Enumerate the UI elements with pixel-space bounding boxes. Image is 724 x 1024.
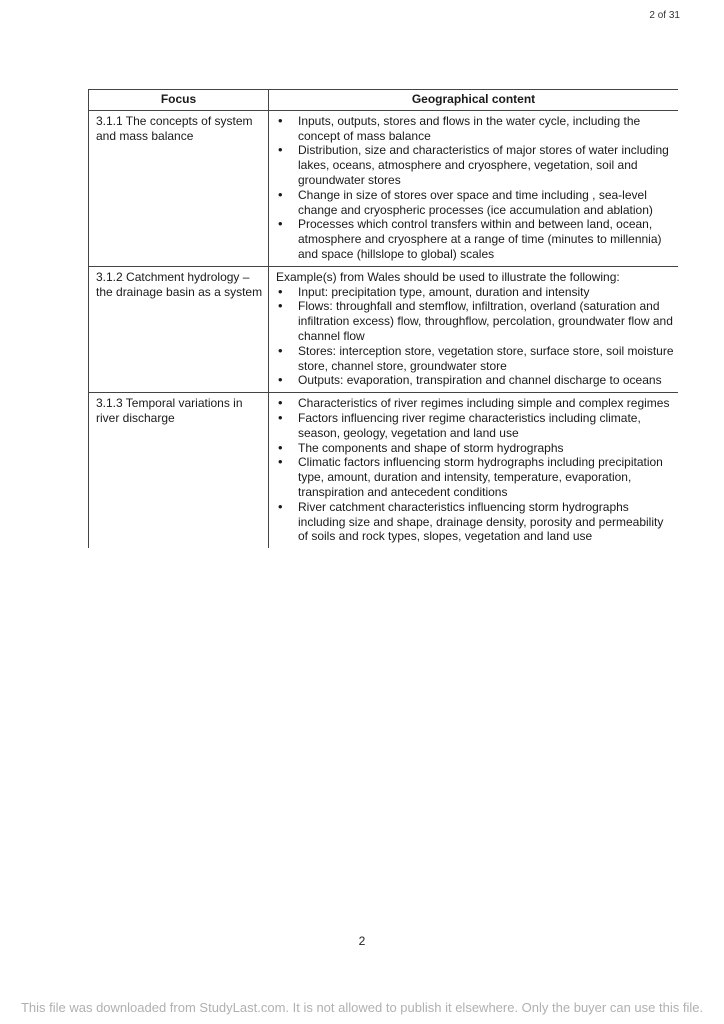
list-item: • Factors influencing river regime characteristics including climate, season, geology, vegetation and land use: [276, 411, 674, 441]
focus-cell: 3.1.3 Temporal variations in river discharge: [89, 393, 269, 548]
list-item: • Input: precipitation type, amount, duration and intensity: [276, 285, 674, 300]
list-item: • Outputs: evaporation, transpiration and channel discharge to oceans: [276, 373, 674, 388]
list-item: • Characteristics of river regimes including simple and complex regimes: [276, 396, 674, 411]
list-item: • Climatic factors influencing storm hydrographs including precipitation type, amount, duration and intensity, temperature, evaporation, transpiration and antecedent conditions: [276, 455, 674, 499]
table-row: [89, 393, 679, 548]
list-item: • River catchment characteristics influencing storm hydrographs including size and shape, drainage density, porosity and permeability of soils and rock types, slopes, vegetation and land use: [276, 500, 674, 544]
content-cell: [269, 393, 679, 548]
focus-header: Focus: [89, 90, 269, 111]
bullet-list: [276, 285, 674, 389]
focus-cell: 3.1.2 Catchment hydrology – the drainage basin as a system: [89, 266, 269, 392]
list-item: • The components and shape of storm hydrographs: [276, 441, 674, 456]
list-item: • Change in size of stores over space and time including , sea-level change and cryospheric processes (ice accumulation and ablation): [276, 188, 674, 218]
specification-table: [88, 89, 678, 548]
list-item: • Stores: interception store, vegetation store, surface store, soil moisture store, channel store, groundwater store: [276, 344, 674, 374]
list-item: • Flows: throughfall and stemflow, infiltration, overland (saturation and infiltration excess) flow, throughflow, percolation, groundwater flow and channel flow: [276, 299, 674, 343]
table-header-row: [89, 90, 679, 111]
content-header: Geographical content: [269, 90, 679, 111]
table-row: [89, 110, 679, 266]
page-count: 2 of 31: [649, 10, 680, 21]
bullet-list: [276, 396, 674, 544]
intro-line: Example(s) from Wales should be used to illustrate the following:: [276, 269, 620, 284]
page-number: 2: [358, 934, 366, 948]
content-cell: [269, 110, 679, 266]
list-item: • Distribution, size and characteristics of major stores of water including lakes, oceans, atmosphere and cryosphere, vegetation, soil and groundwater stores: [276, 143, 674, 187]
focus-cell: 3.1.1 The concepts of system and mass balance: [89, 110, 269, 266]
bullet-list: [276, 114, 674, 262]
list-item: • Processes which control transfers within and between land, ocean, atmosphere and cryosphere at a range of time (minutes to millennia) and space (hillslope to global) scales: [276, 217, 674, 261]
table-row: [89, 266, 679, 392]
list-item: • Inputs, outputs, stores and flows in the water cycle, including the concept of mass balance: [276, 114, 674, 144]
download-notice: This file was downloaded from StudyLast.com. It is not allowed to publish it elsewhere. Only the buyer can use this file.: [20, 1000, 704, 1015]
content-cell: [269, 266, 679, 392]
